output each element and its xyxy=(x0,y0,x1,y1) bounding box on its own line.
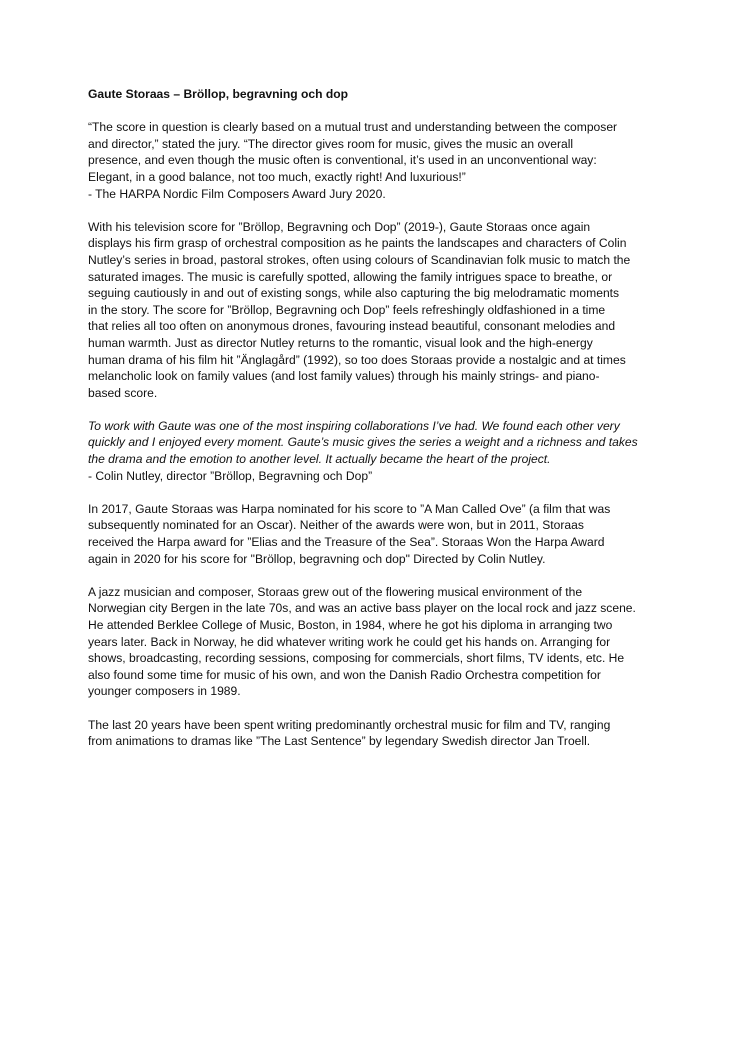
text-line: also found some time for music of his own, and won the Danish Radio Orchestra competition for xyxy=(88,667,601,682)
text-line: seguing cautiously in and out of existing songs, while also capturing the big melodramatic moments xyxy=(88,286,620,301)
text-line: “The score in question is clearly based on a mutual trust and understanding between the composer xyxy=(88,120,618,135)
text-line: shows, broadcasting, recording sessions, composing for commercials, short films, TV idents, etc. He xyxy=(88,651,625,666)
text-line: years later. Back in Norway, he did whatever writing work he could get his hands on. Arranging for xyxy=(88,634,611,649)
text-line: He attended Berklee College of Music, Boston, in 1984, where he got his diploma in arranging two xyxy=(88,618,613,632)
document-page xyxy=(88,86,663,766)
document-title: Gaute Storaas – Bröllop, begravning och dop xyxy=(88,87,349,101)
text-line: based score. xyxy=(88,385,158,400)
text-line: saturated images. The music is carefully spotted, allowing the family intrigues space to breathe, or xyxy=(88,269,613,284)
text-line: Nutley’s series in broad, pastoral strokes, often using colours of Scandinavian folk music to match the xyxy=(88,252,631,267)
text-line: melancholic look on family values (and lost family values) through his mainly strings- and piano- xyxy=(88,369,600,384)
text-line: Norwegian city Bergen in the late 70s, and was an active bass player on the local rock and jazz scene. xyxy=(88,601,636,616)
text-line: human warmth. Just as director Nutley returns to the romantic, visual look and the high-energy xyxy=(88,335,593,350)
text-line: from animations to dramas like ”The Last Sentence” by legendary Swedish director Jan Troell. xyxy=(88,734,591,749)
text-line: With his television score for ”Bröllop, Begravning och Dop” (2019-), Gaute Storaas once again xyxy=(88,219,591,234)
quote-line: quickly and I enjoyed every moment. Gaute’s music gives the series a weight and a richness and takes xyxy=(88,435,638,450)
text-line: - The HARPA Nordic Film Composers Award Jury 2020. xyxy=(88,186,386,201)
quote-attribution: - Colin Nutley, director ”Bröllop, Begravning och Dop” xyxy=(88,468,373,483)
text-line: younger composers in 1989. xyxy=(88,684,241,699)
score-description-paragraph xyxy=(88,219,663,402)
text-line: presence, and even though the music often is conventional, it’s used in an unconventional way: xyxy=(88,153,597,168)
director-quote-paragraph xyxy=(88,418,663,484)
text-line: that relies all too often on anonymous drones, favouring instead beautiful, consonant melodies and xyxy=(88,319,616,334)
text-line: again in 2020 for his score for "Bröllop, begravning och dop" Directed by Colin Nutley. xyxy=(88,551,546,566)
quote-line: To work with Gaute was one of the most inspiring collaborations I’ve had. We found each other very xyxy=(88,418,620,433)
text-line: A jazz musician and composer, Storaas grew out of the flowering musical environment of the xyxy=(88,584,583,599)
text-line: Elegant, in a good balance, not too much, exactly right! And luxurious!” xyxy=(88,169,466,184)
quote-line: the drama and the emotion to another level. It actually became the heart of the project. xyxy=(88,452,551,467)
text-line: The last 20 years have been spent writing predominantly orchestral music for film and TV, ranging xyxy=(88,717,611,732)
text-line: received the Harpa award for ”Elias and the Treasure of the Sea”. Storaas Won the Harpa Award xyxy=(88,535,605,550)
text-line: displays his firm grasp of orchestral composition as he paints the landscapes and characters of Colin xyxy=(88,236,627,251)
text-line: subsequently nominated for an Oscar). Neither of the awards were won, but in 2011, Storaas xyxy=(88,518,584,533)
career-paragraph xyxy=(88,717,663,750)
text-line: In 2017, Gaute Storaas was Harpa nominated for his score to ”A Man Called Ove” (a film that was xyxy=(88,501,611,516)
text-line: in the story. The score for ”Bröllop, Begravning och Dop” feels refreshingly oldfashioned in a time xyxy=(88,302,606,317)
awards-paragraph xyxy=(88,501,663,567)
text-line: human drama of his film hit ”Änglagård” (1992), so too does Storaas provide a nostalgic and at times xyxy=(88,352,626,367)
text-line: and director,” stated the jury. “The director gives room for music, gives the music an overall xyxy=(88,136,574,151)
jury-quote-paragraph xyxy=(88,119,663,202)
biography-paragraph xyxy=(88,584,663,700)
